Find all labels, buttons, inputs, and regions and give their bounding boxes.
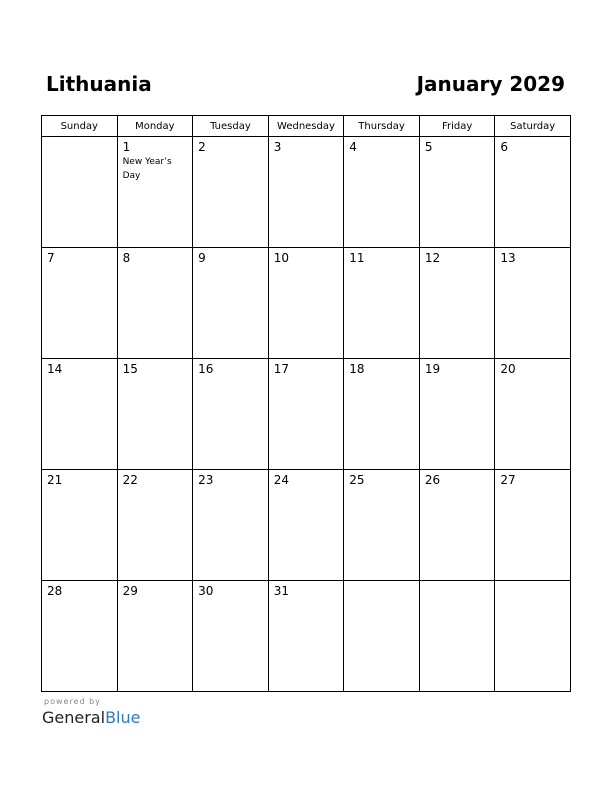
brand-general-text: General — [42, 708, 106, 727]
day-number: 5 — [424, 140, 433, 154]
weekday-wednesday: Wednesday — [268, 116, 344, 137]
day-number: 11 — [349, 251, 365, 265]
day-cell — [419, 137, 495, 248]
week-row — [42, 359, 571, 470]
day-cell — [268, 470, 344, 581]
weekday-saturday: Saturday — [495, 116, 571, 137]
day-cell — [419, 581, 495, 692]
day-number: 27 — [500, 473, 516, 487]
holiday-label: New Year’s Day — [122, 157, 172, 181]
day-number: 12 — [424, 251, 441, 265]
day-number: 14 — [47, 362, 63, 376]
day-cell — [419, 359, 495, 470]
weekday-tuesday: Tuesday — [193, 116, 269, 137]
day-number: 17 — [273, 362, 289, 376]
day-cell — [42, 359, 118, 470]
day-cell — [193, 581, 269, 692]
day-number — [42, 137, 117, 140]
day-number: 28 — [47, 584, 63, 598]
week-row — [42, 470, 571, 581]
day-cell — [495, 248, 571, 359]
day-number: 26 — [424, 473, 441, 487]
day-cell — [344, 137, 420, 248]
day-number: 22 — [122, 473, 138, 487]
day-cell — [42, 248, 118, 359]
day-cell — [495, 470, 571, 581]
day-number: 30 — [198, 584, 214, 598]
weekday-friday: Friday — [419, 116, 495, 137]
day-cell — [495, 359, 571, 470]
brand-blue-text: Blue — [105, 708, 141, 727]
day-number: 6 — [500, 140, 509, 154]
day-number: 13 — [500, 251, 516, 265]
day-number: 18 — [349, 362, 365, 376]
day-cell — [42, 581, 118, 692]
day-cell — [193, 137, 269, 248]
day-number: 2 — [198, 140, 206, 154]
day-cell — [117, 581, 193, 692]
week-row — [42, 137, 571, 248]
day-cell — [344, 248, 420, 359]
day-cell — [268, 248, 344, 359]
day-cell — [117, 248, 193, 359]
day-cell — [268, 581, 344, 692]
day-number — [344, 581, 419, 584]
calendar-grid — [41, 115, 571, 692]
day-number: 24 — [273, 473, 289, 487]
day-number: 16 — [198, 362, 214, 376]
day-cell — [344, 581, 420, 692]
day-number — [495, 581, 570, 584]
weekday-header-row — [42, 116, 571, 137]
day-cell — [419, 470, 495, 581]
day-number: 7 — [47, 251, 55, 265]
day-number: 15 — [122, 362, 138, 376]
day-cell — [193, 359, 269, 470]
weekday-monday: Monday — [117, 116, 193, 137]
day-cell — [193, 470, 269, 581]
day-number: 31 — [273, 584, 289, 598]
day-cell — [268, 137, 344, 248]
day-number: 25 — [349, 473, 365, 487]
day-number: 23 — [198, 473, 214, 487]
day-number: 3 — [273, 140, 282, 154]
day-cell — [117, 359, 193, 470]
week-row — [42, 248, 571, 359]
month-title: January 2029 — [416, 72, 565, 96]
generalblue-logo[interactable] — [42, 708, 140, 727]
day-number: 21 — [47, 473, 63, 487]
day-number: 29 — [122, 584, 138, 598]
day-cell — [268, 359, 344, 470]
day-cell — [344, 359, 420, 470]
weekday-sunday: Sunday — [42, 116, 118, 137]
day-cell — [193, 248, 269, 359]
day-cell — [117, 137, 193, 248]
day-cell — [344, 470, 420, 581]
day-number: 19 — [424, 362, 441, 376]
day-number: 8 — [122, 251, 131, 265]
day-cell — [495, 581, 571, 692]
weekday-thursday: Thursday — [344, 116, 420, 137]
day-number: 20 — [500, 362, 516, 376]
day-number: 9 — [198, 251, 206, 265]
day-cell — [117, 470, 193, 581]
day-number: 4 — [349, 140, 357, 154]
day-number: 1 — [122, 140, 131, 154]
week-row — [42, 581, 571, 692]
day-number: 10 — [273, 251, 289, 265]
powered-by-label: powered by — [44, 697, 101, 706]
day-cell — [495, 137, 571, 248]
day-cell — [42, 470, 118, 581]
day-cell — [419, 248, 495, 359]
country-title: Lithuania — [46, 72, 152, 96]
day-number — [420, 581, 495, 584]
day-cell — [42, 137, 118, 248]
